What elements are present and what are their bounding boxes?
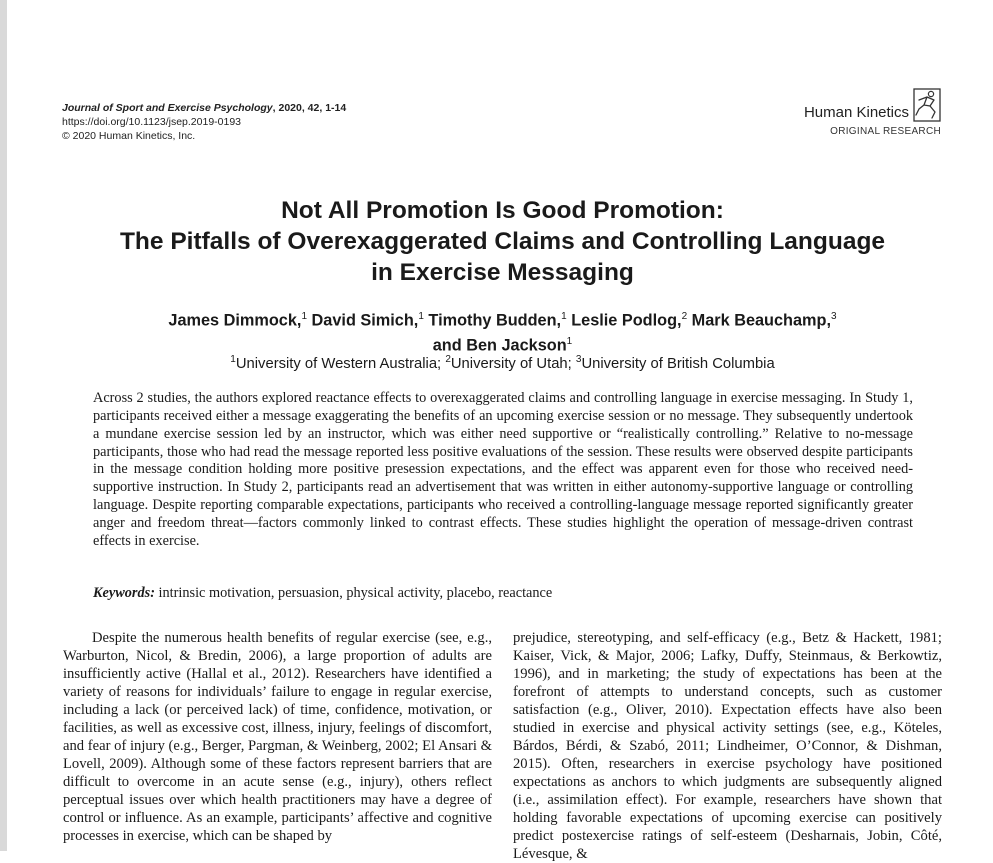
journal-info: [62, 101, 346, 143]
title-line: Not All Promotion Is Good Promotion:: [281, 197, 724, 224]
publisher-name: Human Kinetics: [803, 104, 909, 121]
journal-citation: [62, 101, 346, 115]
author-name: David Simich,: [311, 311, 419, 330]
journal-name: Journal of Sport and Exercise Psychology: [62, 102, 273, 114]
affiliation-marker: 1: [301, 311, 308, 322]
affiliation-marker: 1: [418, 311, 424, 322]
author-name: Leslie Podlog,: [571, 311, 682, 330]
title-line: in Exercise Messaging: [371, 259, 634, 286]
abstract: Across 2 studies, the authors explored reactance effects to overexaggerated claims and controlling language in exercise messaging. In Study 1, participants received either a message exaggerating the benefits of an upcoming exercise session or no message. They subsequently undertook a mundane exercise session led by an instructor, which was either need supportive or “realistically controlling.” Relative to no-message participants, those who had read the message reported less positive evaluations of the session. These results were observed despite participants in the message condition holding more positive presession expectations, and the effect was apparent even for those who received need-supportive instruction. In Study 2, participants read an advertisement that was written in either autonomy-supportive language or controlling language. Despite reporting comparable expectations, participants who received a controlling-language message reported significantly greater anger and freedom threat—factors commonly linked to contrast effects. These studies highlight the operation of message-driven contrast effects in exercise.: [93, 390, 913, 549]
publisher-block: [804, 88, 941, 137]
affiliation-marker: 2: [681, 311, 688, 322]
affiliation-marker: 1: [561, 311, 567, 322]
affiliations: [30, 350, 975, 374]
author-name: Timothy Budden,: [428, 311, 562, 330]
affiliation-number: 2: [445, 354, 451, 365]
copyright: © 2020 Human Kinetics, Inc.: [62, 130, 196, 142]
affiliation-marker: 1: [566, 336, 573, 348]
author-name: James Dimmock,: [168, 311, 302, 330]
author-name: Mark Beauchamp,: [691, 311, 832, 330]
affiliation-number: 1: [230, 354, 236, 365]
article-type-label: ORIGINAL RESEARCH: [830, 126, 941, 137]
page-edge: [0, 0, 7, 851]
keywords: [93, 584, 913, 602]
body-column-right: prejudice, stereotyping, and self-efficacy (e.g., Betz & Hackett, 1981; Kaiser, Vick, & Major, 2006; Lafky, Duffy, Steinmaus, & Berkowtiz, 1996), and in marketing; the study of expectations has been at the forefront of attempts to understand concepts, such as customer satisfaction (e.g., Oliver, 2010). Expectation effects have also been studied in exercise and physical activity settings (see, e.g., Köteles, Bárdos, Bérdi, & Szabó, 2011; Lindheimer, O’Connor, & Dishman, 2015). Often, researchers in exercise psychology have positioned expectations as anchors to which judgments are subsequently aligned (i.e., assimilation effect). For example, researchers have shown that holding favorable expectations of upcoming exercise can positively predict postexercise ratings of self-esteem (Desharnais, Jobin, Côté, Lévesque, &: [513, 630, 942, 862]
affiliation-marker: 3: [831, 311, 837, 322]
title-line: The Pitfalls of Overexaggerated Claims and Controlling Language: [119, 228, 886, 255]
doi-link[interactable]: https://doi.org/10.1123/jsep.2019-0193: [62, 116, 242, 128]
affiliation-text: University of Utah;: [450, 355, 572, 372]
journal-volume: , 2020, 42, 1-14: [272, 102, 347, 114]
affiliation-number: 3: [575, 354, 582, 365]
affiliation-text: University of Western Australia;: [235, 355, 442, 372]
affiliation-text: University of British Columbia: [581, 355, 775, 372]
keywords-label: Keywords:: [93, 585, 155, 601]
body-column-left: Despite the numerous health benefits of regular exercise (see, e.g., Warburton, Nicol, & Bredin, 2006), a large proportion of adults are insufficiently active (Hallal et al., 2012). Researchers have identified a variety of reasons for individuals’ failure to engage in regular exercise, including a lack (or perceived lack) of time, confidence, motivation, or facilities, as well as excessive cost, illness, injury, feelings of discomfort, and fear of injury (e.g., Berger, Pargman, & Weinberg, 2002; El Ansari & Lovell, 2009). Although some of these factors represent barriers that are difficult to overcome in an acute sense (e.g., injury), others reflect perceptual issues over which health practitioners may have a degree of control or influence. As an example, participants’ affective and cognitive processes in exercise, which can be shaped by: [63, 630, 492, 844]
article-title: [30, 195, 975, 288]
author-name: and Ben Jackson: [432, 336, 567, 355]
keywords-list: intrinsic motivation, persuasion, physical activity, placebo, reactance: [158, 585, 553, 601]
human-kinetics-logo-icon: [913, 88, 941, 122]
